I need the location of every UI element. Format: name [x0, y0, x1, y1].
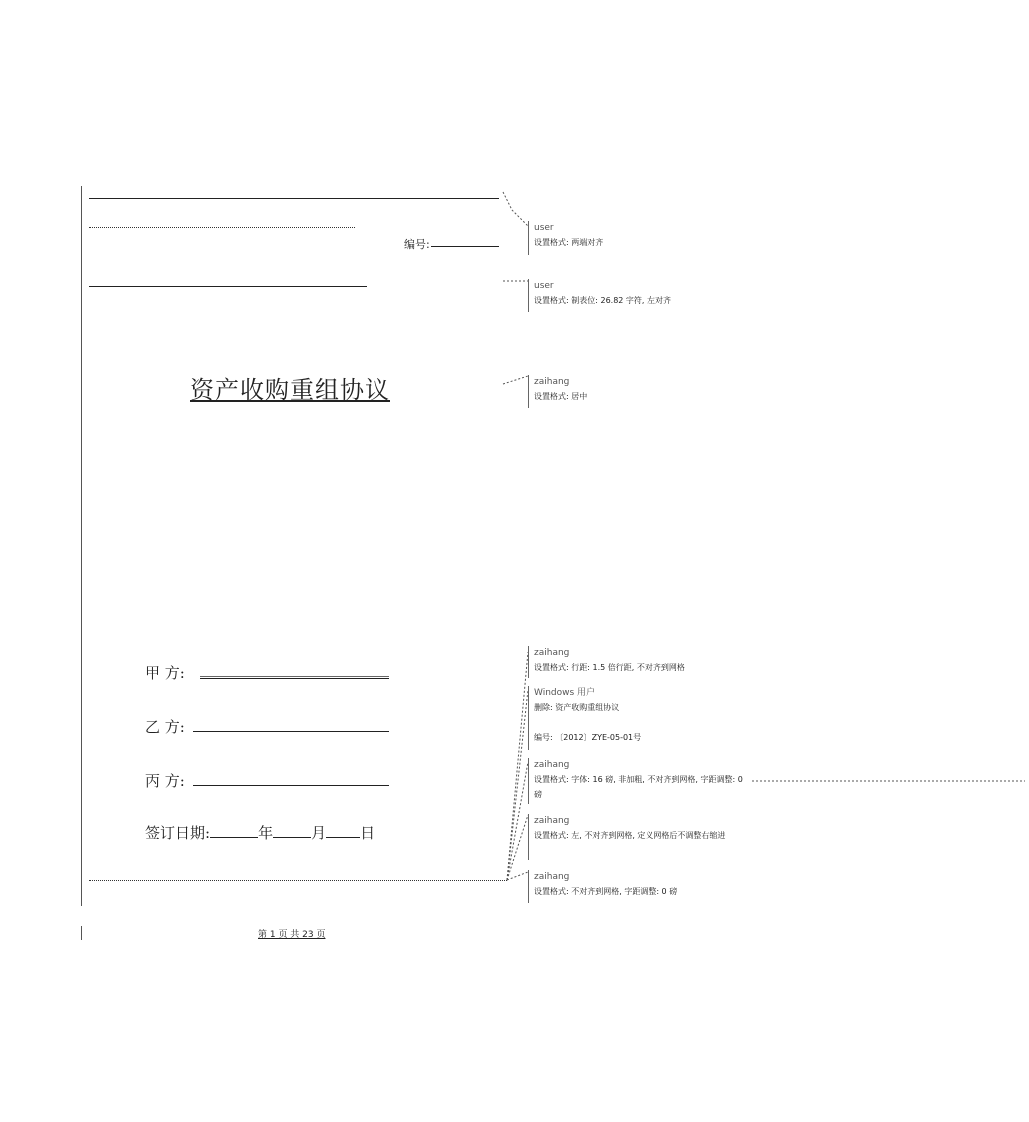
comment-text: 设置格式: 居中 [534, 392, 588, 401]
comment-balloon-8[interactable] [528, 870, 677, 903]
comment-balloon-1[interactable] [528, 221, 603, 255]
comment-author: Windows 用户 [534, 688, 596, 698]
party-b-label: 乙 方: [145, 718, 185, 736]
comment-author: zaihang [534, 872, 570, 882]
comment-text: 编号: 〔2012〕ZYE-05-01号 [534, 733, 642, 742]
comment-text: 设置格式: 左, 不对齐到网格, 定义网格后不调整右缩进 [534, 831, 726, 840]
comment-balloon-3[interactable] [528, 375, 587, 408]
party-a-label: 甲 方: [145, 664, 185, 682]
comment-author: zaihang [534, 377, 570, 387]
comment-balloon-2[interactable] [528, 279, 671, 312]
comment-text: 删除: 资产收购重组协议 [534, 703, 620, 712]
comment-text: 设置格式: 字体: 16 磅, 非加粗, 不对齐到网格, 字距调整: 0 磅 [534, 775, 743, 799]
comment-text: 设置格式: 两端对齐 [534, 238, 604, 247]
comment-balloon-7[interactable] [528, 814, 749, 860]
comment-author: zaihang [534, 760, 570, 770]
connector-6 [507, 762, 528, 880]
comment-text: 设置格式: 制表位: 26.82 字符, 左对齐 [534, 296, 672, 305]
connector-5 [507, 690, 528, 880]
comment-author: zaihang [534, 648, 570, 658]
page-footer: 第 1 页 共 23 页 [258, 930, 326, 940]
document-title: 资产收购重组协议 [190, 376, 390, 404]
connector-3 [503, 376, 528, 384]
comment-author: user [534, 281, 554, 291]
connector-4 [507, 652, 528, 880]
comment-balloon-6[interactable] [528, 758, 749, 804]
month-label: 月 [311, 824, 327, 842]
party-c-label: 丙 方: [145, 772, 185, 790]
comment-author: zaihang [534, 816, 570, 826]
connector-8 [507, 872, 528, 880]
connector-1 [503, 192, 528, 226]
comment-balloon-5[interactable] [528, 686, 641, 750]
day-label: 日 [360, 824, 376, 842]
document-number-label: 编号: [404, 238, 430, 251]
year-label: 年 [258, 824, 274, 842]
comment-balloon-4[interactable] [528, 646, 685, 678]
comment-author: user [534, 223, 554, 233]
sign-date-label: 签订日期: [145, 824, 211, 842]
comment-text: 设置格式: 不对齐到网格, 字距调整: 0 磅 [534, 887, 678, 896]
comment-text: 设置格式: 行距: 1.5 倍行距, 不对齐到网格 [534, 663, 685, 672]
